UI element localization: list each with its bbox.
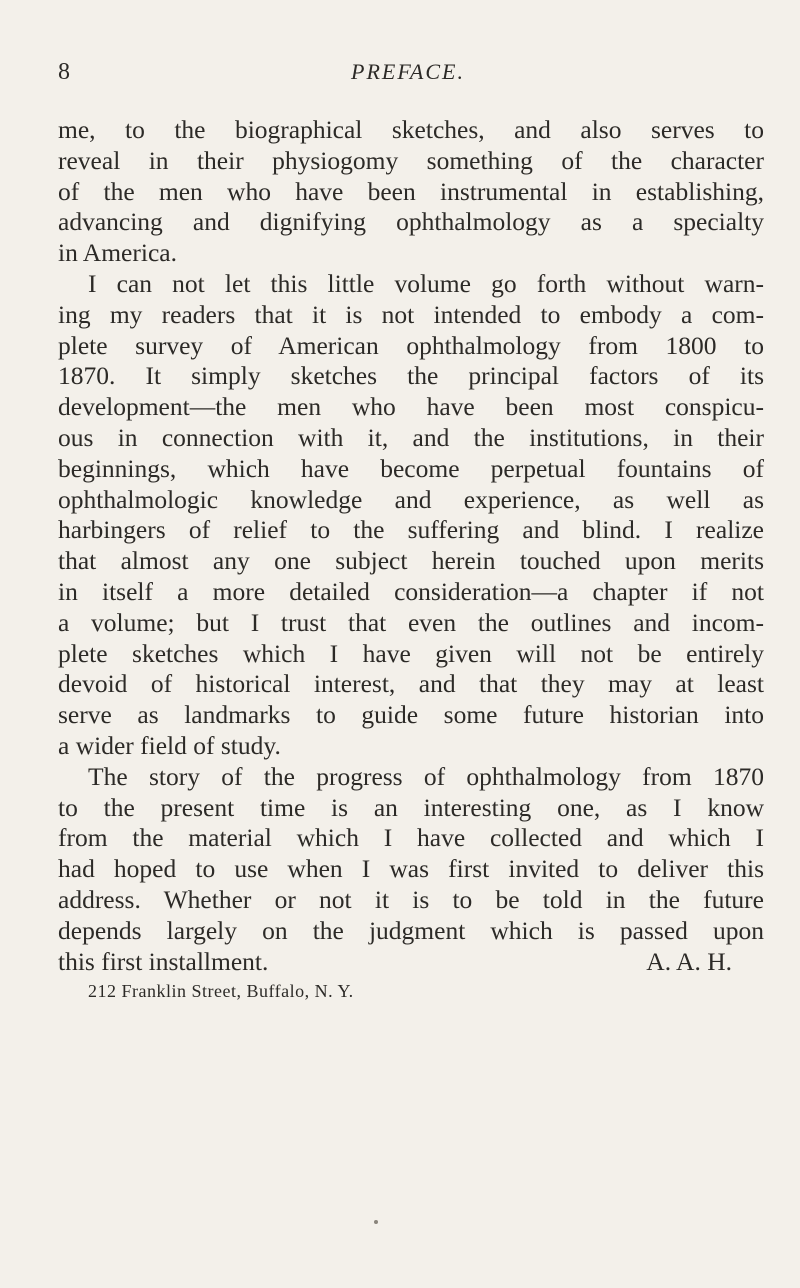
body-text (58, 115, 764, 1005)
text-line: advancing and dignifying ophthalmology as a specialty (58, 207, 764, 237)
text-line: ophthalmologic knowledge and experience, as well as (58, 484, 764, 514)
text-line: The story of the progress of ophthalmology from 1870 (88, 761, 764, 791)
page-header (58, 52, 758, 92)
author-address: 212 Franklin Street, Buffalo, N. Y. (88, 981, 354, 1002)
text-line: plete survey of American ophthalmology from 1800 to (58, 330, 764, 360)
text-line: in itself a more detailed consideration—a chapter if not (58, 576, 764, 606)
text-line: serve as landmarks to guide some future historian into (58, 700, 764, 730)
page-number: 8 (58, 59, 70, 85)
text-line: had hoped to use when I was first invited to deliver this (58, 854, 764, 884)
text-line: to the present time is an interesting one, as I know (58, 792, 764, 822)
text-line: a volume; but I trust that even the outlines and incom- (58, 607, 764, 637)
text-line: a wider field of study. (58, 730, 281, 760)
text-line: of the men who have been instrumental in establishing, (58, 176, 764, 206)
text-line: ing my readers that it is not intended to embody a com- (58, 299, 764, 329)
text-line: development—the men who have been most conspicu- (58, 392, 764, 422)
text-line: I can not let this little volume go forth without warn- (88, 268, 764, 298)
text-line: depends largely on the judgment which is passed upon (58, 915, 764, 945)
closing-line (58, 947, 764, 978)
text-line: devoid of historical interest, and that they may at least (58, 669, 764, 699)
paragraph-2 (58, 269, 764, 762)
text-line: plete sketches which I have given will not be entirely (58, 638, 764, 668)
text-line: me, to the biographical sketches, and also serves to (58, 115, 764, 144)
text-line: harbingers of relief to the suffering and blind. I realize (58, 515, 764, 545)
paragraph-3 (58, 762, 764, 978)
text-line: from the material which I have collected and which I (58, 823, 764, 853)
text-line: ous in connection with it, and the institutions, in their (58, 422, 764, 452)
print-speck (374, 1220, 378, 1224)
text-line: that almost any one subject herein touched upon merits (58, 546, 764, 576)
running-head: PREFACE. (351, 59, 465, 84)
text-line: beginnings, which have become perpetual fountains of (58, 453, 764, 483)
text-line: 1870. It simply sketches the principal factors of its (58, 361, 764, 391)
paragraph-1 (58, 115, 764, 269)
text-line: this first installment. (58, 946, 269, 976)
text-line: in America. (58, 238, 177, 268)
text-line: reveal in their physiogomy something of the character (58, 145, 764, 175)
text-line: address. Whether or not it is to be told in the future (58, 884, 764, 914)
author-initials: A. A. H. (646, 946, 732, 976)
